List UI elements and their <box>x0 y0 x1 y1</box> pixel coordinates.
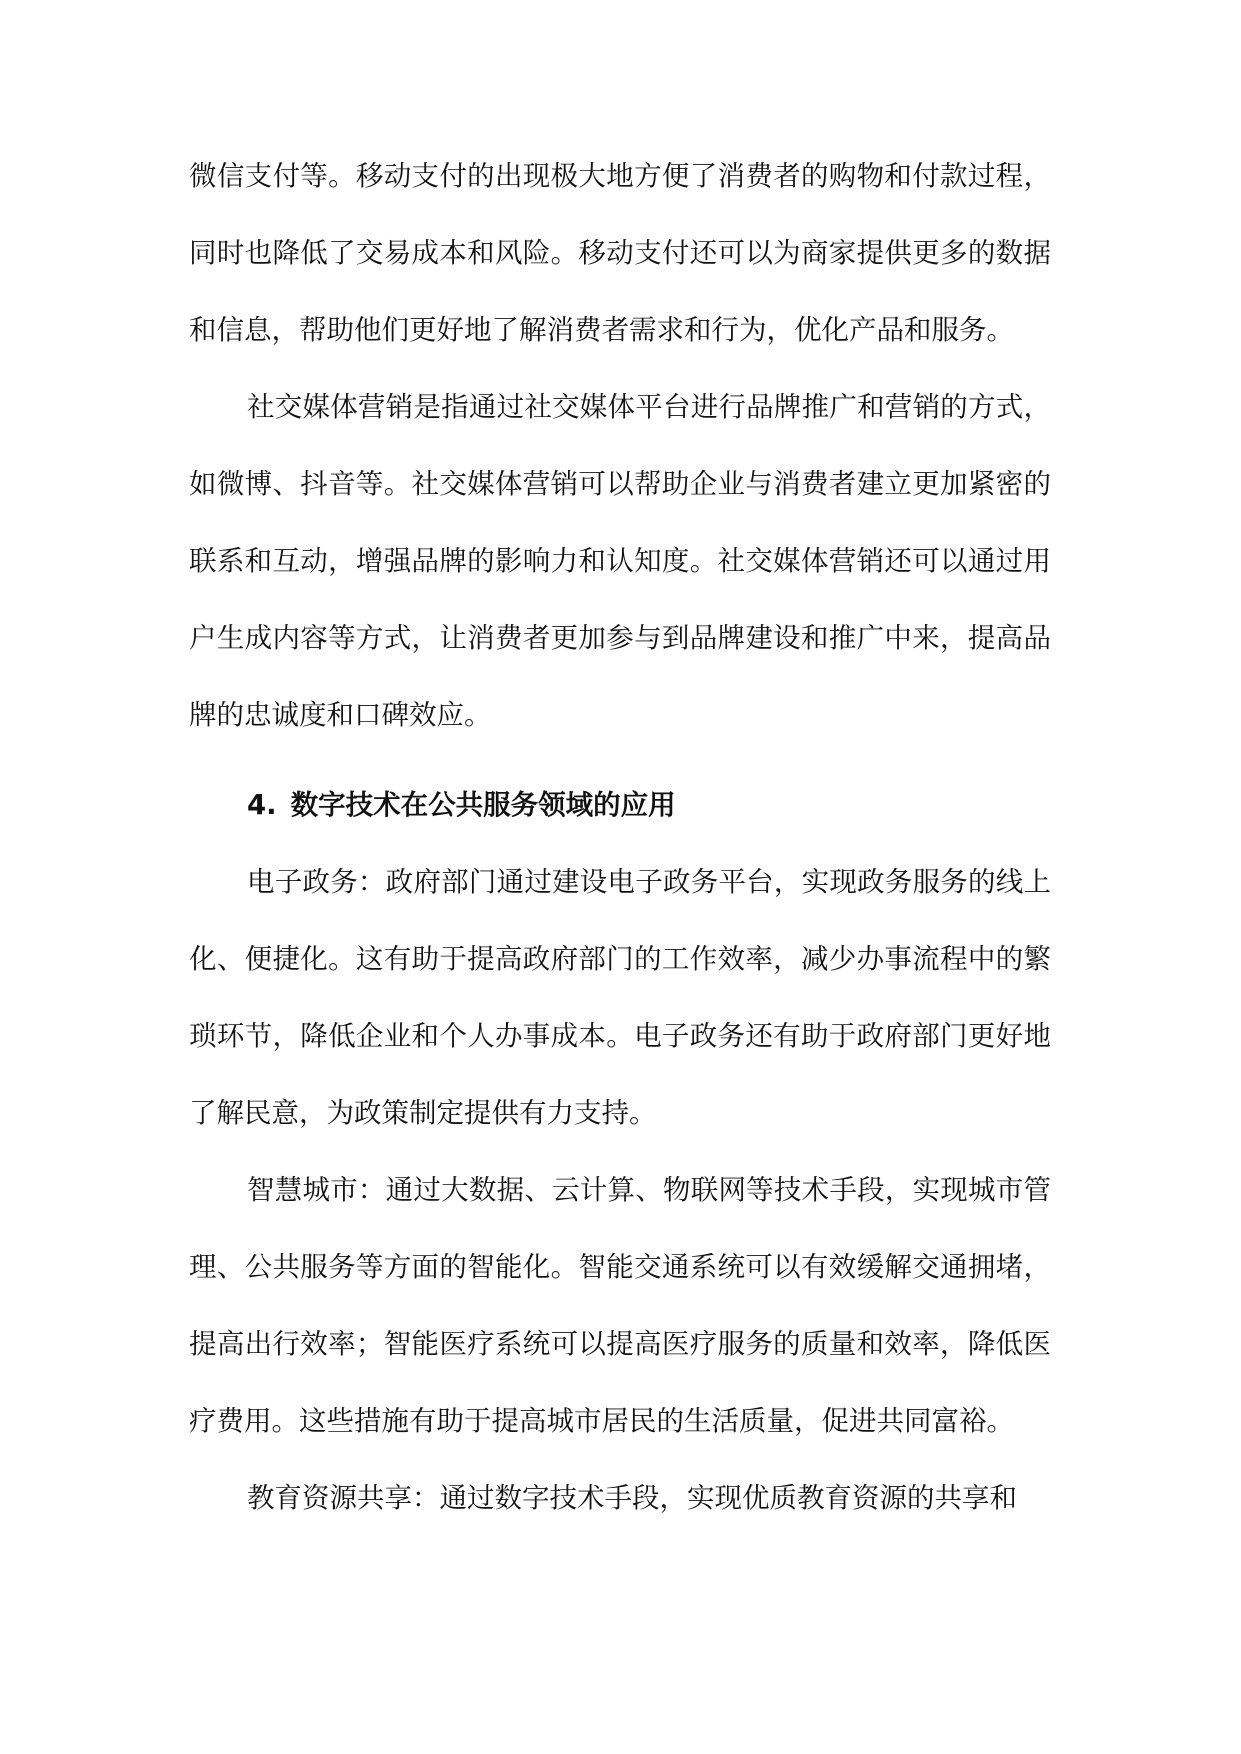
section-number: 4. <box>247 789 277 821</box>
paragraph-social-media-marketing: 社交媒体营销是指通过社交媒体平台进行品牌推广和营销的方式，如微博、抖音等。社交媒体营销可以帮助企业与消费者建立更加紧密的联系和互动，增强品牌的影响力和认知度。社交媒体营销还可以通过用户生成内容等方式，让消费者更加参与到品牌建设和推广中来，提高品牌的忠诚度和口碑效应。 <box>189 391 1051 731</box>
document-page <box>189 138 1051 1537</box>
paragraph-smart-city: 智慧城市：通过大数据、云计算、物联网等技术手段，实现城市管理、公共服务等方面的智能化。智能交通系统可以有效缓解交通拥堵，提高出行效率；智能医疗系统可以提高医疗服务的质量和效率，降低医疗费用。这些措施有助于提高城市居民的生活质量，促进共同富裕。 <box>189 1174 1051 1437</box>
paragraph-e-government: 电子政务：政府部门通过建设电子政务平台，实现政务服务的线上化、便捷化。这有助于提高政府部门的工作效率，减少办事流程中的繁琐环节，降低企业和个人办事成本。电子政务还有助于政府部门更好地了解民意，为政策制定提供有力支持。 <box>189 866 1051 1129</box>
paragraph-mobile-payment: 微信支付等。移动支付的出现极大地方便了消费者的购物和付款过程，同时也降低了交易成本和风险。移动支付还可以为商家提供更多的数据和信息，帮助他们更好地了解消费者需求和行为，优化产品和服务。 <box>189 160 1051 346</box>
section-heading <box>189 767 1051 844</box>
section-title: 数字技术在公共服务领域的应用 <box>290 789 676 821</box>
paragraph-education-sharing: 教育资源共享：通过数字技术手段，实现优质教育资源的共享和 <box>247 1482 1017 1514</box>
